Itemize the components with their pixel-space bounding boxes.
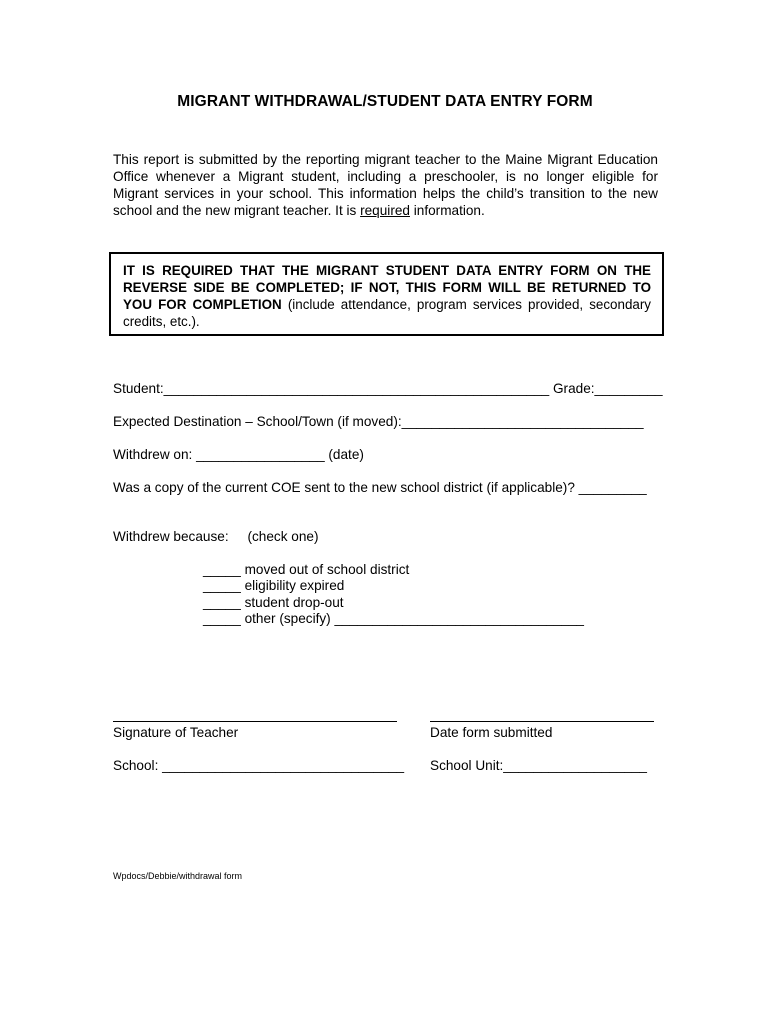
student-field[interactable]: Student:___________________________________________________ Grade:_________ [113, 381, 663, 396]
coe-question-field[interactable]: Was a copy of the current COE sent to the new school district (if applicable)? _________ [113, 480, 647, 495]
intro-paragraph [113, 151, 658, 219]
footer-file-path: Wpdocs/Debbie/withdrawal form [113, 871, 243, 881]
school-field[interactable]: School: ________________________________ [113, 758, 405, 773]
school-unit-field[interactable]: School Unit:___________________ [430, 758, 647, 773]
required-word: required [360, 203, 410, 218]
notice-bold-text: IT IS REQUIRED THAT THE MIGRANT STUDENT DATA ENTRY FORM ON THE REVERSE SIDE BE COMPLETED; IF NOT, THIS FORM WILL BE RETURNED TO YOU FOR COMPLETION [123, 263, 651, 312]
reason-option-dropout[interactable]: _____ student drop-out [203, 595, 344, 610]
withdrew-on-field[interactable]: Withdrew on: _________________ (date) [113, 447, 364, 462]
reason-option-other[interactable]: _____ other (specify) _________________________________ [203, 611, 584, 626]
reason-option-eligibility[interactable]: _____ eligibility expired [203, 578, 345, 593]
intro-text: This report is submitted by the reporting migrant teacher to the Maine Migrant Education Office whenever a Migrant student, including a preschooler, is no longer eligible for Migrant services in your school. This information helps the child’s transition to the new school and the new migrant teacher. It is [113, 152, 658, 218]
teacher-signature-label: Signature of Teacher [113, 725, 239, 740]
form-title: MIGRANT WITHDRAWAL/STUDENT DATA ENTRY FORM [177, 93, 593, 110]
reason-option-moved[interactable]: _____ moved out of school district [203, 562, 410, 577]
date-submitted-line[interactable] [430, 721, 654, 722]
teacher-signature-line[interactable] [113, 721, 397, 722]
notice-normal-text: (include attendance, program services provided, secondary credits, etc.). [123, 297, 651, 329]
expected-destination-field[interactable]: Expected Destination – School/Town (if moved):________________________________ [113, 414, 644, 429]
withdrew-because-label: Withdrew because: (check one) [113, 529, 319, 544]
intro-text-end: information. [409, 203, 485, 218]
notice-box [109, 252, 664, 336]
date-submitted-label: Date form submitted [430, 725, 553, 740]
